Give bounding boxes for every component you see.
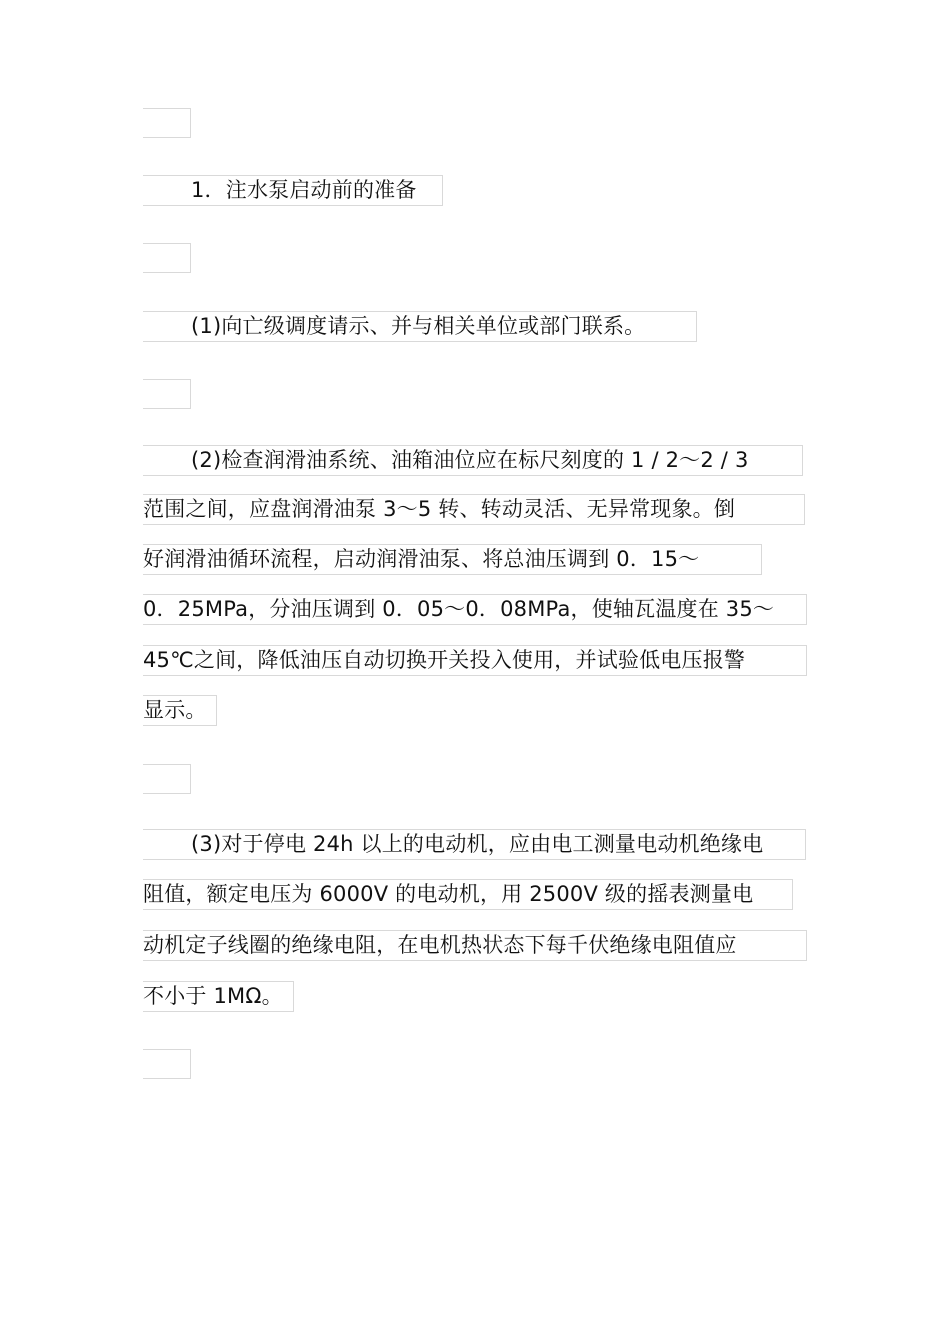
paragraph-2-line-6: 显示。 <box>143 695 217 726</box>
empty-paragraph-box <box>143 764 191 794</box>
paragraph-2-line-1: (2)检查润滑油系统、油箱油位应在标尺刻度的 1 / 2～2 / 3 <box>143 445 803 476</box>
paragraph-1-line-1: (1)向亡级调度请示、并与相关单位或部门联系。 <box>143 311 697 342</box>
paragraph-2-line-4: 0．25MPa，分油压调到 0．05～0．08MPa，使轴瓦温度在 35～ <box>143 594 807 625</box>
empty-paragraph-box <box>143 108 191 138</box>
paragraph-3-line-4: 不小于 1MΩ。 <box>143 981 294 1012</box>
paragraph-3-line-2: 阻值，额定电压为 6000V 的电动机，用 2500V 级的摇表测量电 <box>143 879 793 910</box>
empty-paragraph-box <box>143 1049 191 1079</box>
section-heading: 1．注水泵启动前的准备 <box>143 175 443 206</box>
paragraph-2-line-5: 45℃之间，降低油压自动切换开关投入使用，并试验低电压报警 <box>143 645 807 676</box>
paragraph-3-line-1: (3)对于停电 24h 以上的电动机，应由电工测量电动机绝缘电 <box>143 829 806 860</box>
paragraph-3-line-3: 动机定子线圈的绝缘电阻，在电机热状态下每千伏绝缘电阻值应 <box>143 930 807 961</box>
paragraph-2-line-3: 好润滑油循环流程，启动润滑油泵、将总油压调到 0．15～ <box>143 544 762 575</box>
empty-paragraph-box <box>143 243 191 273</box>
empty-paragraph-box <box>143 379 191 409</box>
paragraph-2-line-2: 范围之间，应盘润滑油泵 3～5 转、转动灵活、无异常现象。倒 <box>143 494 805 525</box>
